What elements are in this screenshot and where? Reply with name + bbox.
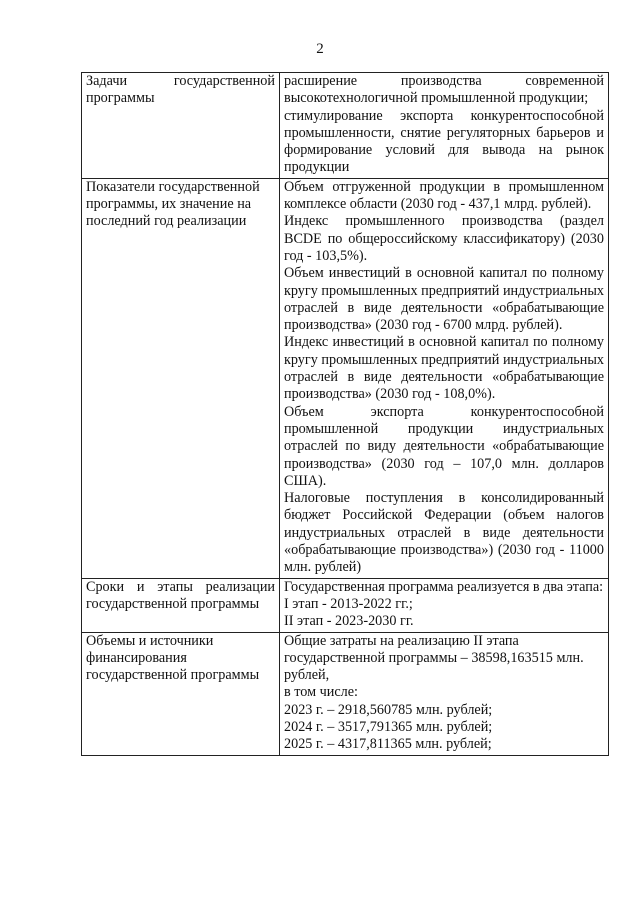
paragraph: Объем отгруженной продукции в промышленном комплексе области (2030 год - 437,1 млрд. рублей). bbox=[284, 178, 604, 213]
row-label-indicators: Показатели государственной программы, их значение на последний год реализации bbox=[82, 178, 280, 578]
paragraph: Государственная программа реализуется в два этапа: bbox=[284, 578, 604, 595]
paragraph: Налоговые поступления в консолидированный бюджет Российской Федерации (объем налогов индустриальных отраслей в виде деятельности «обрабатывающие производства») (2030 год - 11000 млн. рублей) bbox=[284, 490, 604, 576]
row-content-timeline bbox=[280, 578, 609, 632]
row-label-funding: Объемы и источники финансирования государственной программы bbox=[82, 632, 280, 755]
paragraph: II этап - 2023-2030 гг. bbox=[284, 613, 414, 630]
row-content-funding bbox=[280, 632, 609, 755]
paragraph: I этап - 2013-2022 гг.; bbox=[284, 595, 413, 612]
paragraph: стимулирование экспорта конкурентоспособной промышленности, снятие регуляторных барьеров и формирование условий для вывода на рынок продукции bbox=[284, 107, 604, 176]
paragraph: Объем экспорта конкурентоспособной промышленной продукции индустриальных отраслей по виду деятельности «обрабатывающие производства» (2030 год – 107,0 млн. долларов США). bbox=[284, 403, 604, 489]
row-content-indicators bbox=[280, 178, 609, 578]
table-row bbox=[82, 578, 609, 632]
paragraph: Объем инвестиций в основной капитал по полному кругу промышленных предприятий индустриальных отраслей в виде деятельности «обрабатывающие производства» (2030 год - 6700 млрд. рублей). bbox=[284, 265, 604, 334]
paragraph: 2025 г. – 4317,811365 млн. рублей; bbox=[284, 736, 492, 753]
paragraph: 2024 г. – 3517,791365 млн. рублей; bbox=[284, 718, 493, 735]
program-passport-table bbox=[81, 72, 609, 756]
paragraph: Общие затраты на реализацию II этапа государственной программы – 38598,163515 млн. рублей, bbox=[284, 632, 584, 684]
paragraph: 2023 г. – 2918,560785 млн. рублей; bbox=[284, 701, 493, 718]
row-content-tasks bbox=[280, 73, 609, 179]
paragraph: в том числе: bbox=[284, 684, 358, 701]
row-label-tasks: Задачи государственной программы bbox=[82, 73, 280, 179]
row-label-timeline: Сроки и этапы реализации государственной программы bbox=[82, 578, 280, 632]
table-row bbox=[82, 73, 609, 179]
paragraph: Индекс инвестиций в основной капитал по полному кругу промышленных предприятий индустриальных отраслей в виде деятельности «обрабатывающие производства» (2030 год - 108,0%). bbox=[284, 334, 604, 403]
table-row bbox=[82, 632, 609, 755]
paragraph: Индекс промышленного производства (раздел BCDE по общероссийскому классификатору) (2030 год - 103,5%). bbox=[284, 213, 604, 264]
paragraph: расширение производства современной высокотехнологичной промышленной продукции; bbox=[284, 73, 604, 107]
page-number: 2 bbox=[316, 41, 324, 57]
table-row bbox=[82, 178, 609, 578]
